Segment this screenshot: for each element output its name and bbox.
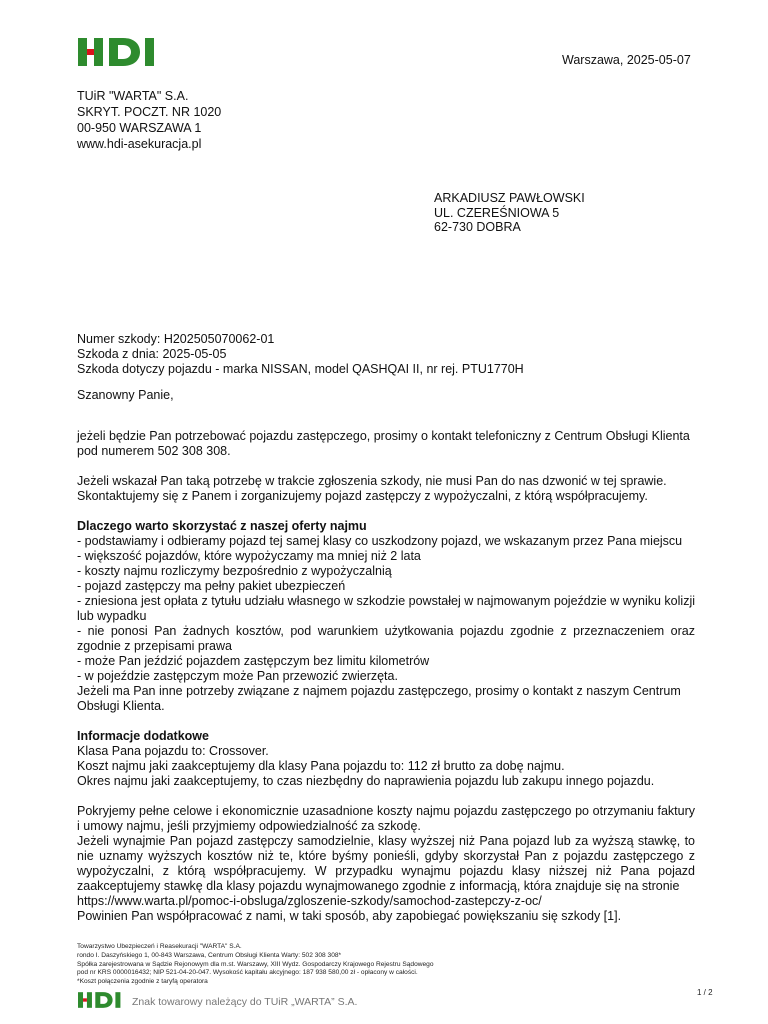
sender-line: SKRYT. POCZT. NR 1020 — [77, 105, 222, 119]
page-number: 1 / 2 — [697, 988, 713, 997]
coverage-paragraph: Pokryjemy pełne celowe i ekonomicznie uzasadnione koszty najmu pojazdu zastępczego po otrzymaniu faktury i umowy najmu, jeśli przyjmiemy odpowiedzialność za szkodę. — [77, 804, 695, 833]
offer-item: - koszty najmu rozliczymy bezpośrednio z wypożyczalnią — [77, 564, 392, 578]
footer-line: *Koszt połączenia zgodnie z taryfą operatora — [77, 978, 208, 986]
rental-period: Okres najmu jaki zaakceptujemy, to czas niezbędny do naprawienia pojazdu lub zakupu innego pojazdu. — [77, 774, 655, 788]
trademark-note: Znak towarowy należący do TUiR „WARTA” S.A. — [132, 996, 358, 1008]
claim-date: Szkoda z dnia: 2025-05-05 — [77, 347, 227, 361]
recipient-name: ARKADIUSZ PAWŁOWSKI — [434, 191, 585, 205]
offer-item: - większość pojazdów, które wypożyczamy ma mniej niż 2 lata — [77, 549, 421, 563]
letter-body — [77, 429, 695, 924]
self-rental-paragraph: Jeżeli wynajmie Pan pojazd zastępczy samodzielnie, klasy wyższej niż Pana pojazd lub za wyższą stawkę, to nie uznamy wyższych kosztów niż te, które byśmy ponieśli, gdyby skorzystał Pan z pojazdu zastępczego z wypożyczalni, z którą współpracujemy. W przypadku wynajmu pojazdu klasy niższej niż Pana pojazd zaakceptujemy stawkę dla klasy pojazdu wynajmowanego zgodnie z informacją, która znajduje się na stronie — [77, 834, 695, 893]
recipient-street: UL. CZEREŚNIOWA 5 — [434, 205, 560, 220]
sender-address — [77, 88, 221, 152]
intro-paragraph: Jeżeli wskazał Pan taką potrzebę w trakcie zgłoszenia szkody, nie musi Pan do nas dzwonić w tej sprawie. Skontaktujemy się z Panem i zorganizujemy pojazd zastępczy z wypożyczalni, z którą współpracujemy. — [77, 474, 667, 503]
hdi-logo — [78, 38, 164, 66]
rental-cost: Koszt najmu jaki zaakceptujemy dla klasy Pana pojazdu to: 112 zł brutto za dobę najmu. — [77, 759, 565, 773]
claim-reference — [77, 332, 524, 377]
sender-website: www.hdi-asekuracja.pl — [77, 137, 202, 151]
greeting: Szanowny Panie, — [77, 388, 174, 402]
claim-number: Numer szkody: H202505070062-01 — [77, 332, 275, 346]
offer-item: - może Pan jeździć pojazdem zastępczym bez limitu kilometrów — [77, 654, 430, 668]
recipient-city: 62-730 DOBRA — [434, 220, 521, 234]
footer-hdi-logo — [78, 992, 126, 1008]
offer-item: - pojazd zastępczy ma pełny pakiet ubezpieczeń — [77, 579, 346, 593]
footer-line: pod nr KRS 0000016432; NIP 521-04-20-047. Wysokość kapitału akcyjnego: 187 938 580,00 zł - opłacony w całości. — [77, 969, 418, 977]
footer-line: Towarzystwo Ubezpieczeń i Reasekuracji "WARTA" S.A. — [77, 943, 242, 950]
cooperation-paragraph: Powinien Pan współpracować z nami, w taki sposób, aby zapobiegać powiększaniu się szkody [1]. — [77, 909, 622, 923]
sender-line: TUiR "WARTA" S.A. — [77, 89, 189, 103]
recipient-address — [434, 191, 585, 235]
sender-line: 00-950 WARSZAWA 1 — [77, 121, 202, 135]
letter-date: Warszawa, 2025-05-07 — [562, 53, 691, 67]
intro-paragraph: jeżeli będzie Pan potrzebować pojazdu zastępczego, prosimy o kontakt telefoniczny z Centrum Obsługi Klienta pod numerem 502 308 308. — [77, 429, 690, 458]
offer-item: - w pojeździe zastępczym może Pan przewozić zwierzęta. — [77, 669, 398, 683]
claim-vehicle: Szkoda dotyczy pojazdu - marka NISSAN, model QASHQAI II, nr rej. PTU1770H — [77, 362, 524, 376]
company-footer — [77, 943, 637, 987]
offer-closing: Jeżeli ma Pan inne potrzeby związane z najmem pojazdu zastępczego, prosimy o kontakt z naszym Centrum Obsługi Klienta. — [77, 684, 681, 713]
footer-line: Spółka zarejestrowana w Sądzie Rejonowym dla m.st. Warszawy, XIII Wydz. Gospodarczy Krajowego Rejestru Sądowego — [77, 960, 434, 968]
vehicle-class: Klasa Pana pojazdu to: Crossover. — [77, 744, 269, 758]
additional-heading: Informacje dodatkowe — [77, 729, 209, 743]
offer-item: - nie ponosi Pan żadnych kosztów, pod warunkiem użytkowania pojazdu zgodnie z przeznaczeniem oraz zgodnie z przepisami prawa — [77, 624, 695, 653]
offer-heading: Dlaczego warto skorzystać z naszej oferty najmu — [77, 519, 367, 533]
info-url: https://www.warta.pl/pomoc-i-obsluga/zgloszenie-szkody/samochod-zastepczy-z-oc/ — [77, 894, 542, 908]
footer-line: rondo I. Daszyńskiego 1, 00-843 Warszawa, Centrum Obsługi Klienta Warty: 502 308 308* — [77, 951, 342, 959]
offer-item: - podstawiamy i odbieramy pojazd tej samej klasy co uszkodzony pojazd, we wskazanym przez Pana miejscu — [77, 534, 683, 548]
offer-item: - zniesiona jest opłata z tytułu udziału własnego w szkodzie powstałej w najmowanym pojeździe w wyniku kolizji lub wypadku — [77, 594, 695, 623]
